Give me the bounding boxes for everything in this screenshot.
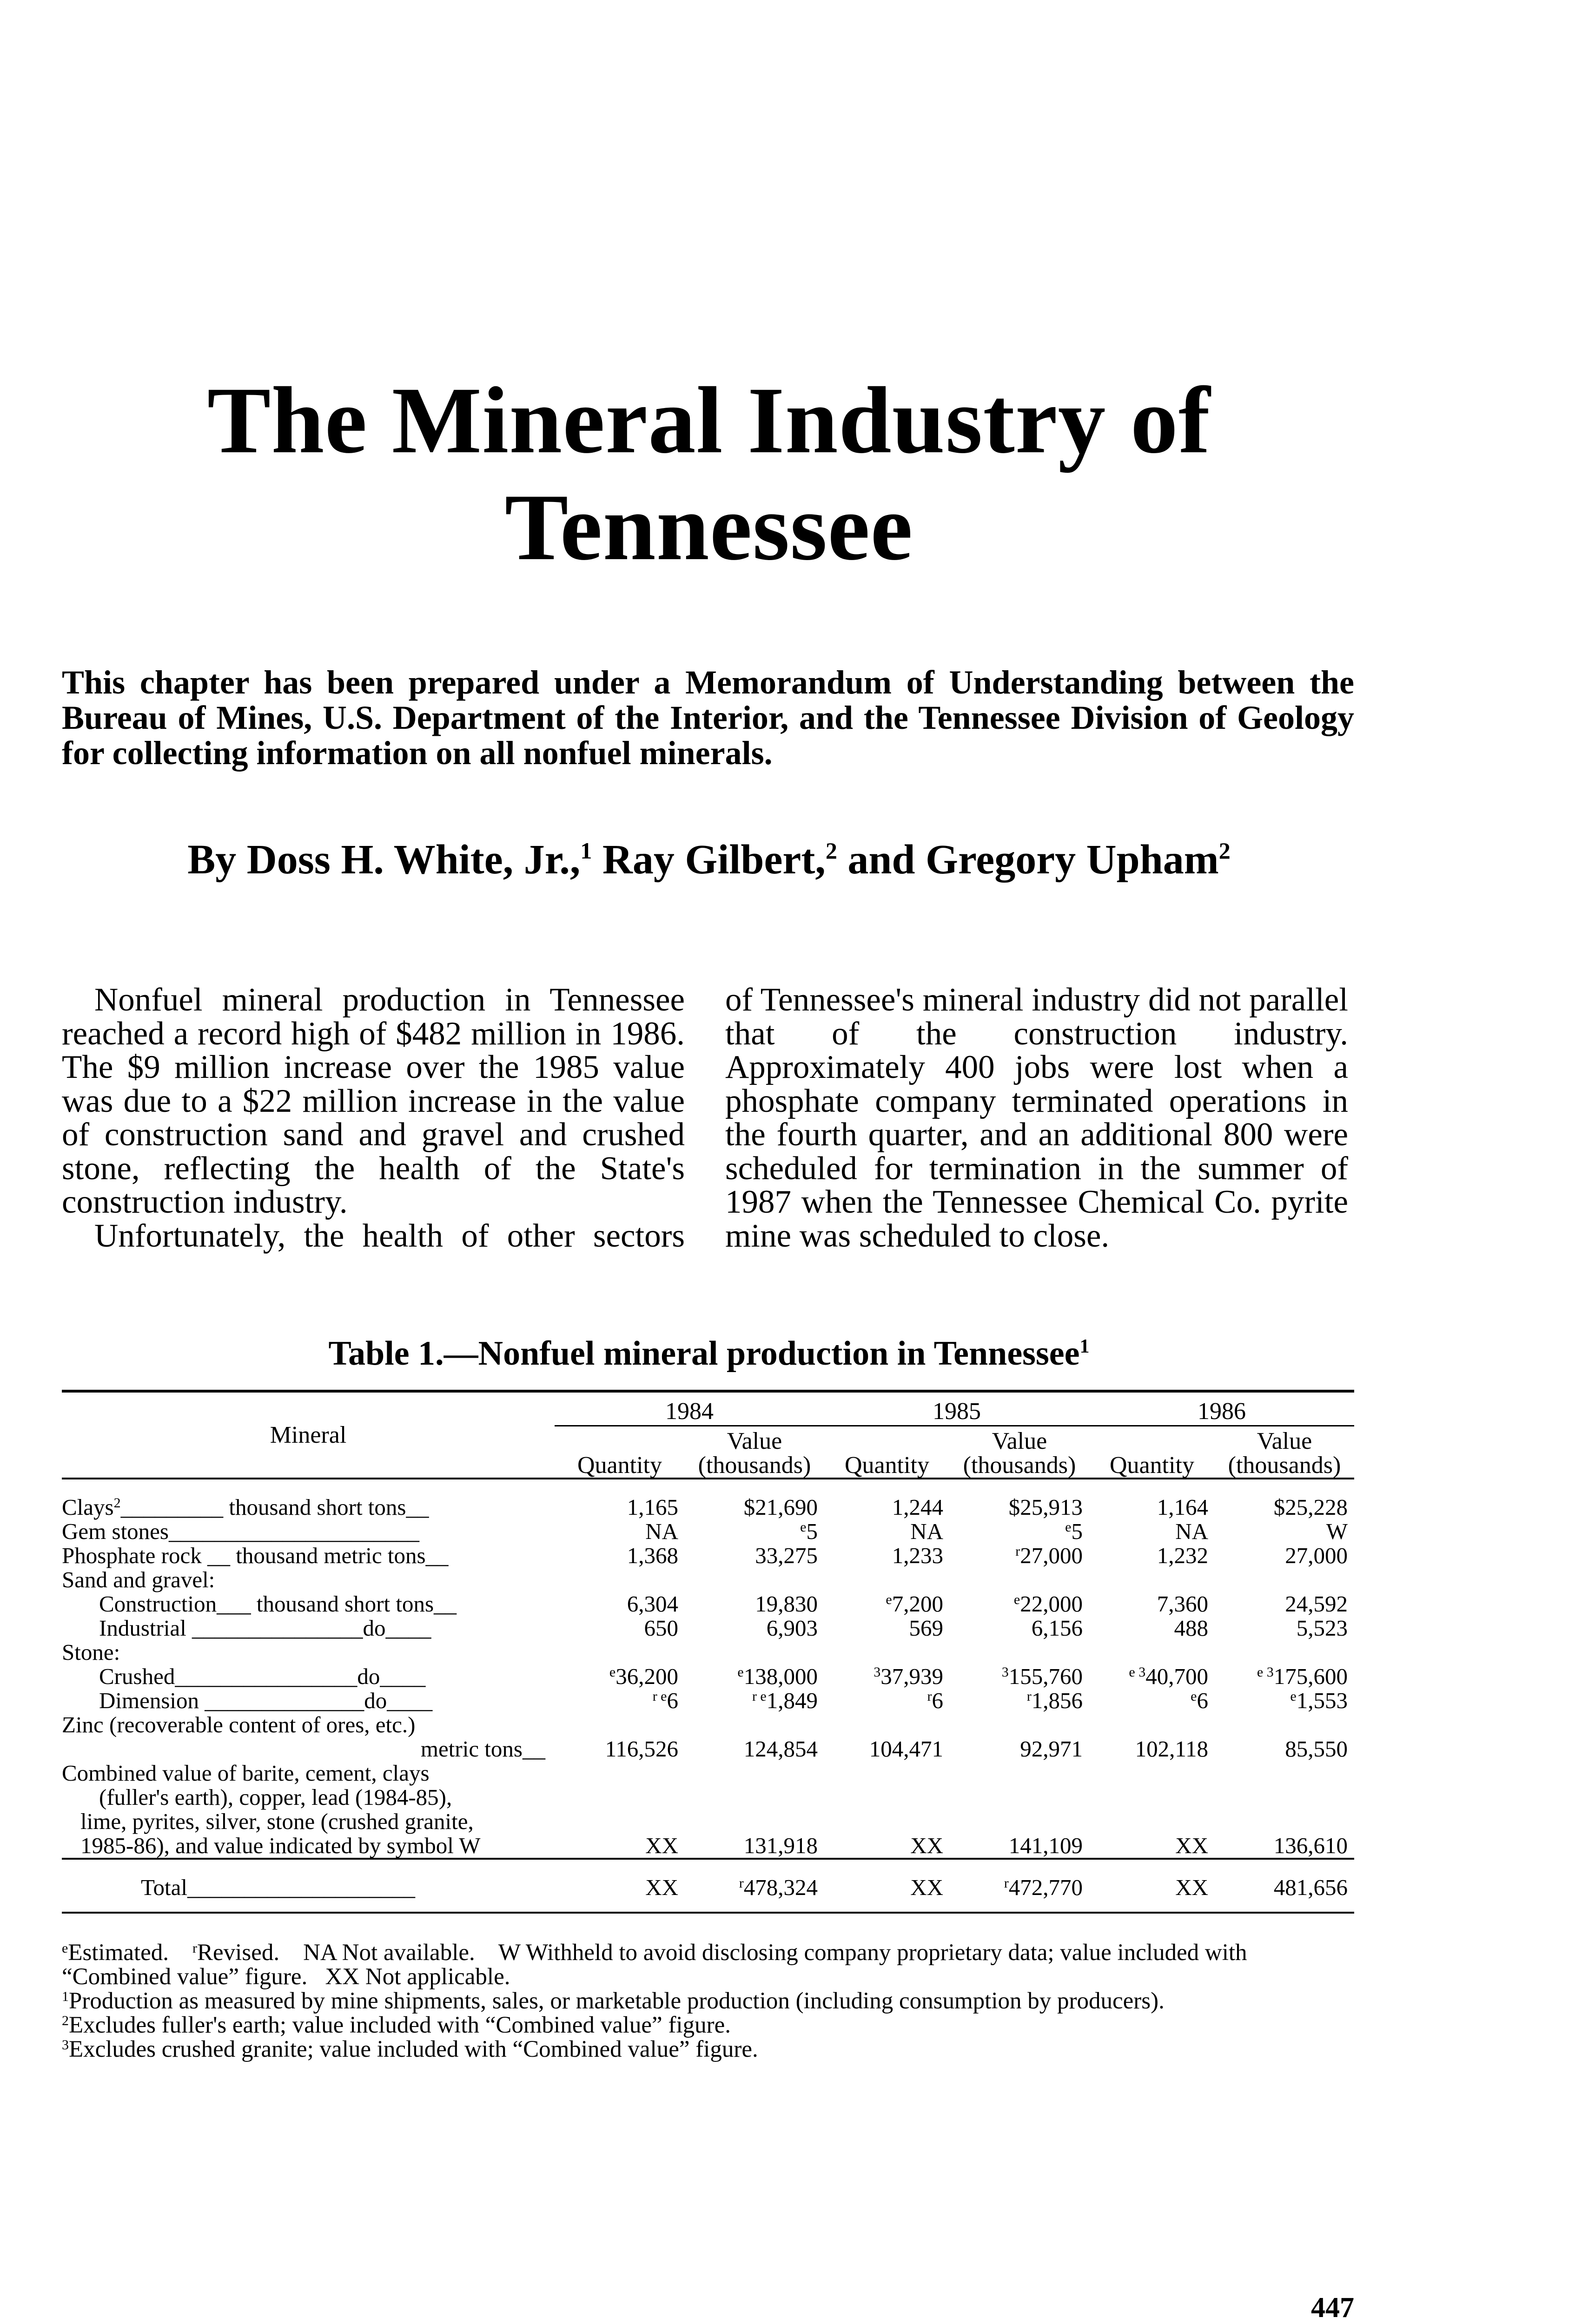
combined-label-line-2: (fuller's earth), copper, lead (1984-85), xyxy=(99,1784,452,1810)
table-row-industrial xyxy=(62,1616,1354,1640)
cell-value-1985: 141,109 xyxy=(1008,1833,1083,1858)
table-title-footnote-mark: 1 xyxy=(1079,1336,1090,1357)
unit-label: do____ xyxy=(357,1664,426,1689)
dot-leader: _________ xyxy=(120,1494,224,1520)
unit-label: thousand metric tons__ xyxy=(236,1543,449,1568)
table-row-sand-gravel-header xyxy=(62,1568,1354,1592)
estimated-text: Estimated. xyxy=(68,1940,169,1966)
cell-quantity-1984: XX xyxy=(645,1875,678,1900)
footnote-1 xyxy=(62,1989,1354,2013)
mineral-name: Crushed xyxy=(99,1664,175,1689)
estimate-mark: e xyxy=(1290,1689,1297,1704)
footnote-3 xyxy=(62,2037,1354,2061)
cell-quantity-1986: 1,164 xyxy=(1157,1494,1208,1520)
row-label xyxy=(62,1519,555,1544)
empty-cells xyxy=(555,1713,1354,1737)
table-row-gem-stones xyxy=(62,1519,1354,1544)
estimate-footnote-mark: e 3 xyxy=(1129,1664,1146,1680)
cell-value-1984 xyxy=(685,1664,824,1689)
footnote-2-text: Excludes fuller's earth; value included with “Combined value” figure. xyxy=(69,2012,731,2038)
revised-text: Revised. xyxy=(197,1940,280,1966)
cell-value-1985 xyxy=(950,1519,1089,1544)
mineral-name: Construction xyxy=(99,1591,217,1617)
footnote-3-mark: 3 xyxy=(62,2037,69,2053)
cell-value: 22,000 xyxy=(1020,1591,1083,1617)
cell-value: 1,849 xyxy=(766,1688,818,1713)
quantity-header-label: Quantity xyxy=(845,1452,929,1479)
body-paragraph-1: Nonfuel mineral production in Tennessee reached a record high of $482 million in 1986. The $9 million increase over the 1985 value was due to a $22 million increase in the value of construction sand and gravel and crushed stone, reflecting the health of the State's construction industry. xyxy=(62,982,685,1220)
footnote-mark: 3 xyxy=(1001,1664,1009,1680)
revised-mark: r xyxy=(927,1689,932,1704)
estimate-mark: e xyxy=(1065,1519,1072,1535)
mineral-name: Gem stones xyxy=(62,1519,169,1544)
value-header-label: Value xyxy=(727,1428,782,1454)
byline-prefix: By xyxy=(187,837,247,883)
table-row-zinc xyxy=(62,1737,1354,1761)
estimated-mark: e xyxy=(62,1941,68,1956)
cell-value-1985 xyxy=(950,1544,1089,1568)
mineral-name: Dimension xyxy=(99,1688,199,1713)
cell-quantity-1986 xyxy=(1089,1689,1215,1713)
cell-value-1984: 6,903 xyxy=(766,1615,818,1641)
cell-value: 138,000 xyxy=(743,1664,818,1689)
table-bottom-rule xyxy=(62,1900,1354,1913)
cell-value: 5 xyxy=(806,1519,818,1544)
row-label xyxy=(62,1664,555,1689)
chapter-title xyxy=(0,367,1418,581)
cell-value-1984: 124,854 xyxy=(743,1736,818,1762)
cell-value-1984 xyxy=(685,1689,824,1713)
unit-label: thousand short tons__ xyxy=(256,1591,457,1617)
cell-value-1985: 6,156 xyxy=(1031,1615,1083,1641)
cell-quantity-1984: 6,304 xyxy=(627,1591,678,1617)
row-label xyxy=(62,1875,555,1900)
cell-quantity-1984 xyxy=(555,1664,685,1689)
cell-value: 7,200 xyxy=(892,1591,943,1617)
cell-quantity-1984: 650 xyxy=(644,1615,678,1641)
row-label xyxy=(62,1616,555,1640)
cell-quantity-1985: 569 xyxy=(909,1615,943,1641)
body-paragraph-2-continued: of Tennessee's mineral industry did not parallel that of the construction industry. Approximately 400 jobs were lost when a phosphate company terminated operations in the fourth quarter, and an additional 800 were scheduled for termination in the summer of 1987 when the Tennessee Chemical Co. pyrite mine was scheduled to close. xyxy=(725,982,1348,1254)
cell-value-1986: 481,656 xyxy=(1273,1875,1348,1900)
quantity-header-1986 xyxy=(1089,1426,1215,1479)
cell-quantity-1984 xyxy=(555,1689,685,1713)
cell-quantity-1984: 1,165 xyxy=(627,1494,678,1520)
cell-value: 40,700 xyxy=(1145,1664,1208,1689)
body-column-left xyxy=(62,983,685,1253)
empty-cells xyxy=(555,1640,1354,1664)
cell-value: 5 xyxy=(1071,1519,1083,1544)
cell-value-1985 xyxy=(950,1664,1089,1689)
year-header-1984: 1984 xyxy=(555,1393,824,1426)
cell-value: 6 xyxy=(667,1688,678,1713)
value-header-1985 xyxy=(950,1426,1089,1479)
estimate-footnote-mark: e 3 xyxy=(1257,1664,1274,1680)
footnote-2 xyxy=(62,2013,1354,2037)
cell-value-1986: 85,550 xyxy=(1285,1736,1348,1762)
estimate-mark: e xyxy=(609,1664,616,1680)
cell-value: 1,856 xyxy=(1031,1688,1083,1713)
table-row-clays xyxy=(62,1495,1354,1519)
cell-quantity-1985: NA xyxy=(910,1519,943,1544)
footnote-1-text: Production as measured by mine shipments, sales, or marketable production (including consumption by producers). xyxy=(69,1988,1165,2014)
row-label xyxy=(62,1761,555,1859)
cell-value-1986: W xyxy=(1326,1519,1348,1544)
cell-quantity-1986: XX xyxy=(1175,1875,1208,1900)
cell-value-1984: 19,830 xyxy=(755,1591,818,1617)
cell-value-1986: 24,592 xyxy=(1285,1591,1348,1617)
body-column-right xyxy=(725,983,1348,1253)
value-header-label: Value xyxy=(1257,1428,1312,1454)
table-row-phosphate-rock xyxy=(62,1544,1354,1568)
cell-quantity-1985: XX xyxy=(910,1833,943,1858)
revised-mark: r xyxy=(192,1941,198,1956)
footnote-mark: 2 xyxy=(113,1495,121,1511)
cell-quantity-1986: 488 xyxy=(1174,1615,1208,1641)
table-row-stone-header xyxy=(62,1640,1354,1664)
mineral-name: Clays xyxy=(62,1494,114,1520)
cell-value-1986: 136,610 xyxy=(1273,1833,1348,1858)
cell-value-1986 xyxy=(1215,1689,1354,1713)
unit-label: do____ xyxy=(363,1615,431,1641)
row-label: Zinc (recoverable content of ores, etc.) xyxy=(62,1712,416,1737)
cell-value-1986: 27,000 xyxy=(1285,1543,1348,1568)
revised-mark: r xyxy=(739,1875,744,1891)
author-3-footnote-mark: 2 xyxy=(1218,838,1231,864)
cell-value: 36,200 xyxy=(615,1664,678,1689)
page-number: 447 xyxy=(1311,2292,1354,2324)
cell-quantity-1985 xyxy=(824,1689,950,1713)
dot-leader: ____________________ xyxy=(187,1875,415,1900)
footnote-2-mark: 2 xyxy=(62,2013,69,2028)
cell-value-1985 xyxy=(950,1592,1089,1616)
revised-mark: r xyxy=(1004,1875,1009,1891)
body-paragraph-2-start: Unfortunately, the health of other sectors xyxy=(94,1217,685,1254)
quantity-header-1985 xyxy=(824,1426,950,1479)
row-label xyxy=(62,1689,555,1713)
row-group-label: Sand and gravel: xyxy=(62,1567,215,1592)
quantity-header-label: Quantity xyxy=(577,1452,662,1479)
cell-quantity-1985 xyxy=(824,1664,950,1689)
footnote-mark: 3 xyxy=(874,1664,881,1680)
estimate-mark: e xyxy=(1191,1689,1197,1704)
table-row-crushed xyxy=(62,1664,1354,1689)
cell-quantity-1986 xyxy=(1089,1664,1215,1689)
estimate-mark: e xyxy=(1013,1592,1020,1607)
table-row-combined xyxy=(62,1761,1354,1859)
revised-mark: r xyxy=(1026,1689,1032,1704)
quantity-header-1984 xyxy=(555,1426,685,1479)
memorandum-note: This chapter has been prepared under a Memorandum of Understanding between the Bureau of Mines, U.S. Department of the Interior, and the Tennessee Division of Geology for collecting information on all nonfuel minerals. xyxy=(62,664,1354,772)
table-spacer xyxy=(62,1860,1354,1875)
cell-quantity-1985: 1,244 xyxy=(892,1494,943,1520)
byline-joiner: and xyxy=(837,837,926,883)
dot-leader: ______________ xyxy=(199,1688,364,1713)
estimate-mark: e xyxy=(737,1664,744,1680)
cell-value-1986 xyxy=(1215,1664,1354,1689)
year-header-1986: 1986 xyxy=(1089,1393,1354,1426)
unit-label: metric tons__ xyxy=(420,1736,545,1762)
value-header-label: Value xyxy=(992,1428,1047,1454)
cell-value: 478,324 xyxy=(743,1875,818,1900)
table-header-years xyxy=(62,1393,1354,1426)
cell-value-1984 xyxy=(685,1519,824,1544)
estimate-mark: e xyxy=(800,1519,807,1535)
value-header-units: (thousands) xyxy=(698,1452,811,1479)
empty-cells xyxy=(555,1568,1354,1592)
mineral-name: Phosphate rock xyxy=(62,1543,202,1568)
cell-value-1985 xyxy=(950,1689,1089,1713)
row-group-label: Stone: xyxy=(62,1639,120,1665)
cell-value-1984 xyxy=(685,1875,824,1900)
author-1-footnote-mark: 1 xyxy=(580,838,592,864)
table-footnotes xyxy=(62,1941,1354,2061)
cell-quantity-1986: 1,232 xyxy=(1157,1543,1208,1568)
withheld-text: W Withheld to avoid disclosing company proprietary data; value included with “Combined value” figure. xyxy=(62,1940,1247,1990)
mineral-column-header: Mineral xyxy=(270,1422,347,1448)
cell-quantity-1986: XX xyxy=(1175,1833,1208,1858)
revised-estimate-mark: r e xyxy=(652,1689,667,1704)
author-2-footnote-mark: 2 xyxy=(825,838,837,864)
cell-value-1985: 92,971 xyxy=(1020,1736,1083,1762)
cell-quantity-1986: 7,360 xyxy=(1157,1591,1208,1617)
quantity-header-label: Quantity xyxy=(1110,1452,1194,1479)
table-title xyxy=(0,1334,1418,1373)
cell-quantity-1986: 102,118 xyxy=(1135,1736,1208,1762)
combined-label-line-3: lime, pyrites, silver, stone (crushed granite, xyxy=(80,1809,474,1834)
table-row-total xyxy=(62,1875,1354,1900)
author-byline xyxy=(0,837,1418,883)
table-title-text: Table 1.—Nonfuel mineral production in Tennessee xyxy=(328,1334,1080,1373)
cell-value: 472,770 xyxy=(1008,1875,1083,1900)
cell-value: 27,000 xyxy=(1020,1543,1083,1568)
mineral-name: Industrial xyxy=(99,1615,186,1641)
dot-leader: ___ xyxy=(217,1591,257,1617)
row-label xyxy=(62,1544,555,1568)
cell-value-1984: 33,275 xyxy=(755,1543,818,1568)
combined-label-line-4: 1985-86), and value indicated by symbol W xyxy=(80,1833,481,1858)
table-spacer xyxy=(62,1479,1354,1495)
table-row-zinc-label xyxy=(62,1713,1354,1737)
not-applicable-text: XX Not applicable. xyxy=(325,1964,510,1990)
row-label xyxy=(62,1495,555,1519)
revised-estimate-mark: r e xyxy=(752,1689,767,1704)
cell-quantity-1984: NA xyxy=(645,1519,678,1544)
chapter-title-line-1: The Mineral Industry of xyxy=(207,368,1211,473)
footnote-3-text: Excludes crushed granite; value included with “Combined value” figure. xyxy=(69,2036,758,2062)
value-header-units: (thousands) xyxy=(963,1452,1076,1479)
unit-label: do____ xyxy=(364,1688,433,1713)
dot-leader: ________________ xyxy=(175,1664,357,1689)
year-header-1985: 1985 xyxy=(824,1393,1089,1426)
cell-value: 6 xyxy=(1197,1688,1208,1713)
cell-quantity-1985: XX xyxy=(910,1875,943,1900)
table-row-construction xyxy=(62,1592,1354,1616)
cell-quantity-1985: 104,471 xyxy=(869,1736,943,1762)
dot-leader: ______________________ xyxy=(169,1519,419,1544)
value-header-1986 xyxy=(1215,1426,1354,1479)
cell-quantity-1984: 116,526 xyxy=(605,1736,678,1762)
estimate-mark: e xyxy=(886,1592,892,1607)
cell-value-1986: 5,523 xyxy=(1296,1615,1348,1641)
cell-value: 6 xyxy=(932,1688,943,1713)
cell-value: 175,600 xyxy=(1273,1664,1348,1689)
footnote-1-mark: 1 xyxy=(62,1989,69,2004)
dot-leader: _______________ xyxy=(186,1615,363,1641)
cell-value: 1,553 xyxy=(1296,1688,1348,1713)
cell-value: 37,939 xyxy=(880,1664,943,1689)
total-label: Total xyxy=(141,1875,187,1900)
cell-quantity-1984: 1,368 xyxy=(627,1543,678,1568)
footnote-legend xyxy=(62,1941,1354,1989)
not-available-text: NA Not available. xyxy=(303,1940,475,1966)
cell-quantity-1986: NA xyxy=(1175,1519,1208,1544)
author-1: Doss H. White, Jr., xyxy=(246,837,581,883)
cell-value-1985: $25,913 xyxy=(1008,1494,1083,1520)
combined-label-line-1: Combined value of barite, cement, clays xyxy=(62,1760,430,1786)
cell-quantity-1984: XX xyxy=(645,1833,678,1858)
value-header-1984 xyxy=(685,1426,824,1479)
table-row-dimension xyxy=(62,1689,1354,1713)
author-3: Gregory Upham xyxy=(925,837,1219,883)
cell-quantity-1985: 1,233 xyxy=(892,1543,943,1568)
cell-value-1985 xyxy=(950,1875,1089,1900)
unit-label: thousand short tons__ xyxy=(229,1494,429,1520)
row-label xyxy=(62,1592,555,1616)
revised-mark: r xyxy=(1015,1544,1020,1559)
cell-quantity-1985 xyxy=(824,1592,950,1616)
nonfuel-mineral-production-table xyxy=(62,1390,1354,1914)
author-2: Ray Gilbert, xyxy=(592,837,826,883)
dot-leader: __ xyxy=(201,1543,236,1568)
cell-value-1984: 131,918 xyxy=(743,1833,818,1858)
cell-value: 155,760 xyxy=(1008,1664,1083,1689)
chapter-title-line-2: Tennessee xyxy=(504,475,913,580)
value-header-units: (thousands) xyxy=(1228,1452,1341,1479)
cell-value-1984: $21,690 xyxy=(743,1494,818,1520)
cell-value-1986: $25,228 xyxy=(1273,1494,1348,1520)
